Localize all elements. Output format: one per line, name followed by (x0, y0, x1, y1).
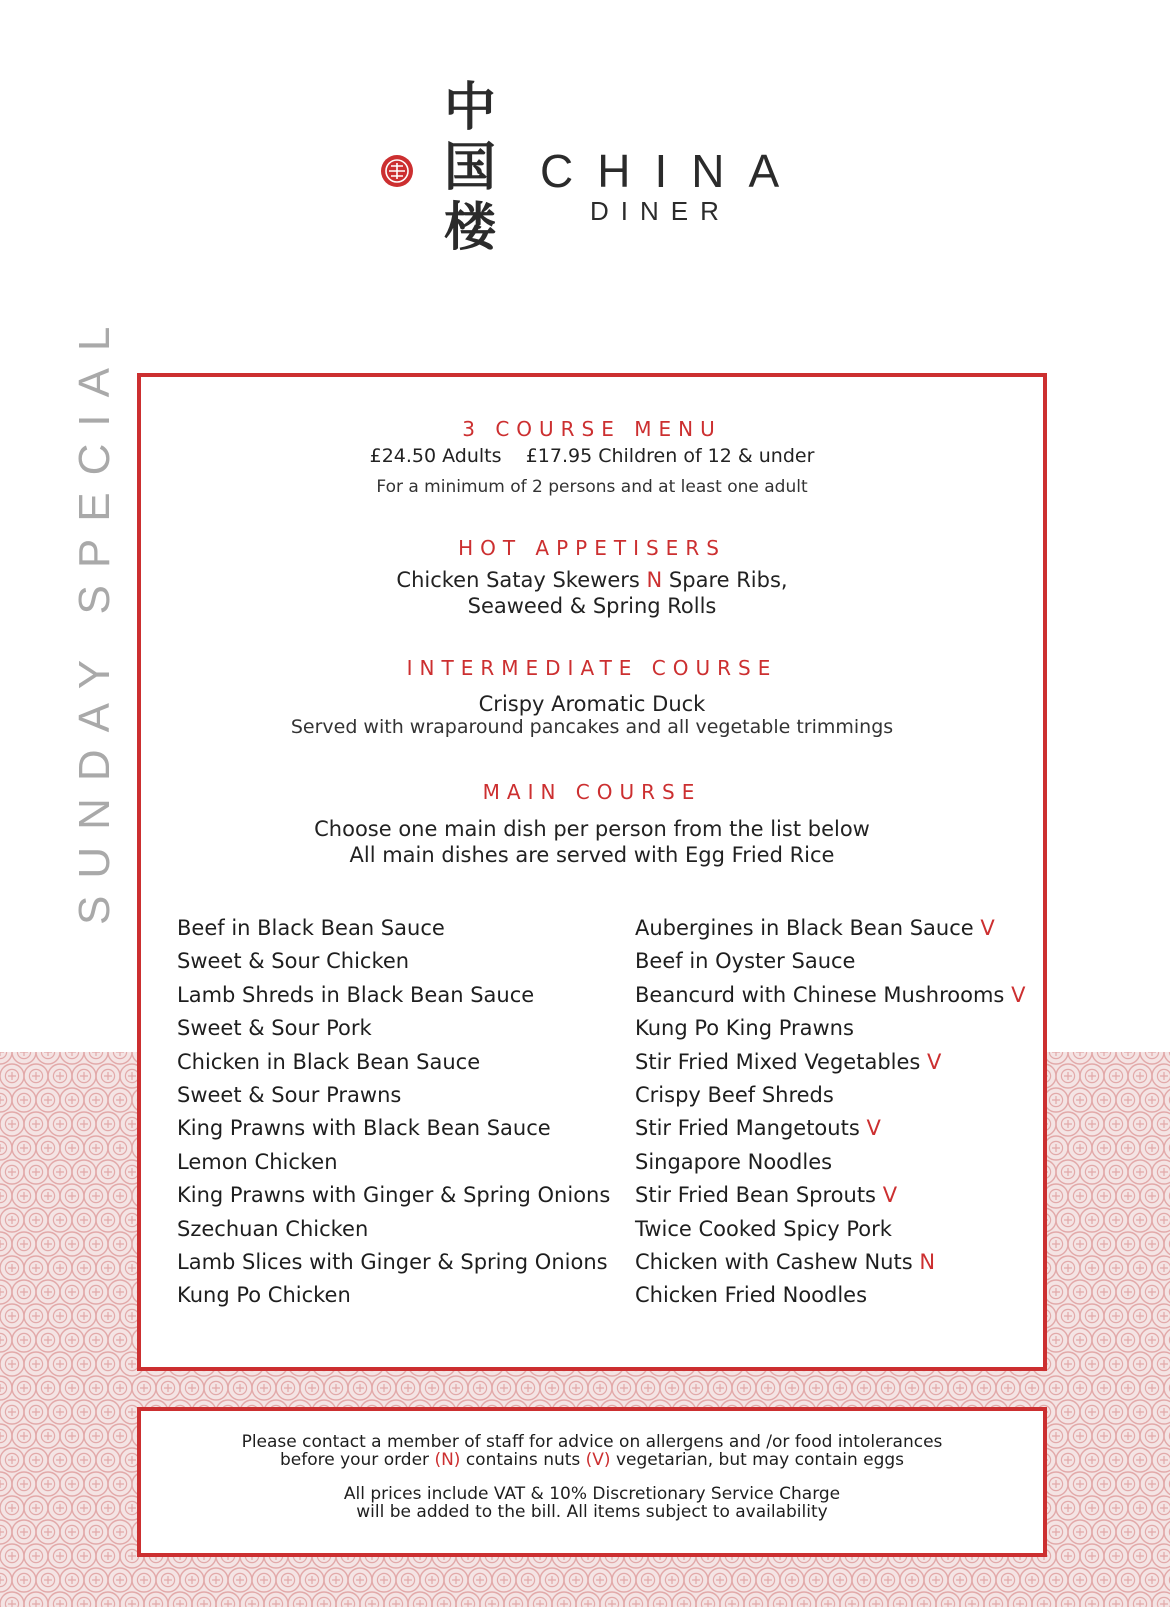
dish-left-10: Szechuan Chicken (177, 1216, 369, 1241)
dish-right-11 (635, 1246, 1075, 1279)
nuts-tag: N (646, 568, 663, 592)
allergen-footer-box (137, 1407, 1047, 1557)
dish-name: Chicken with Cashew Nuts (635, 1250, 913, 1275)
menu-box (137, 373, 1047, 1371)
restaurant-logo (0, 70, 1170, 270)
side-label-sunday-special: SUNDAY SPECIAL (70, 309, 119, 925)
appetiser-satay: Chicken Satay Skewers (396, 568, 640, 592)
dish-right-5 (635, 1046, 1075, 1079)
vegetarian-tag: V (927, 1049, 942, 1074)
prices-line1: All prices include VAT & 10% Discretionary Service Charge (343, 1484, 841, 1504)
nuts-tag: N (919, 1250, 936, 1275)
dish-right-4 (635, 1012, 1075, 1045)
dish-left-11: Lamb Slices with Ginger & Spring Onions (177, 1250, 608, 1275)
dish-left-12: Kung Po Chicken (177, 1283, 351, 1308)
hot-appetisers-line2: Seaweed & Spring Rolls (467, 594, 717, 618)
dish-left-6: Sweet & Sour Prawns (177, 1083, 402, 1108)
logo-hanzi-3: 楼 (443, 197, 496, 258)
dish-right-10 (635, 1213, 1075, 1246)
appetiser-ribs: Spare Ribs, (668, 568, 788, 592)
dish-left-8: Lemon Chicken (177, 1149, 338, 1174)
logo-hanzi-1: 中 (443, 77, 496, 138)
main-course-line2: All main dishes are served with Egg Fried Rice (349, 843, 835, 867)
dish-left-3: Lamb Shreds in Black Bean Sauce (177, 982, 535, 1007)
vegetarian-tag: V (866, 1116, 881, 1141)
intermediate-note: Served with wraparound pancakes and all vegetable trimmings (290, 716, 894, 738)
hot-appetisers-line1 (141, 567, 1043, 593)
price-children: £17.95 Children of 12 & under (525, 445, 815, 467)
dish-name: Crispy Beef Shreds (635, 1083, 834, 1108)
dish-name: Kung Po King Prawns (635, 1016, 854, 1041)
price-adults: £24.50 Adults (369, 445, 502, 467)
allergen-line2-a: before your order (279, 1450, 430, 1470)
vegetarian-tag: V (1011, 982, 1026, 1007)
dish-left-4: Sweet & Sour Pork (177, 1016, 372, 1041)
dish-right-1 (635, 912, 1075, 945)
logo-chinese-characters (440, 78, 500, 268)
allergen-line1: Please contact a member of staff for advice on allergens and /or food intolerances (241, 1432, 943, 1452)
minimum-note: For a minimum of 2 persons and at least one adult (376, 477, 808, 497)
dish-right-9 (635, 1179, 1075, 1212)
dish-name: Twice Cooked Spicy Pork (635, 1216, 892, 1241)
dish-name: Singapore Noodles (635, 1149, 833, 1174)
main-dishes-left-column (177, 912, 617, 1313)
dish-left-2: Sweet & Sour Chicken (177, 949, 410, 974)
allergen-line2-c: vegetarian, but may contain eggs (615, 1450, 905, 1470)
dish-name: Stir Fried Mangetouts (635, 1116, 860, 1141)
dish-name: Stir Fried Bean Sprouts (635, 1183, 876, 1208)
allergen-line2 (141, 1451, 1043, 1469)
dish-left-1: Beef in Black Bean Sauce (177, 916, 445, 940)
seal-icon (380, 154, 414, 188)
vegetarian-tag: V (980, 916, 995, 940)
nuts-key: (N) (434, 1450, 461, 1470)
dish-right-2 (635, 945, 1075, 978)
vegetarian-tag: V (882, 1183, 898, 1208)
dish-left-7: King Prawns with Black Bean Sauce (177, 1116, 551, 1141)
hot-appetisers-heading: HOT APPETISERS (458, 536, 726, 560)
dish-name: Stir Fried Mixed Vegetables (635, 1049, 921, 1074)
dish-right-3 (635, 979, 1075, 1012)
intermediate-heading: INTERMEDIATE COURSE (406, 656, 778, 680)
logo-hanzi-2: 国 (443, 137, 496, 198)
price-line (141, 445, 1043, 467)
intermediate-dish: Crispy Aromatic Duck (478, 692, 706, 716)
vegetarian-key: (V) (585, 1450, 611, 1470)
allergen-line2-b: contains nuts (465, 1450, 581, 1470)
main-course-heading: MAIN COURSE (482, 780, 702, 804)
logo-name-diner: DINER (590, 196, 731, 226)
dish-name: Beef in Oyster Sauce (635, 949, 856, 974)
main-course-line1: Choose one main dish per person from the list below (314, 817, 870, 841)
logo-name-china: CHINA (540, 145, 804, 197)
menu-title: 3 COURSE MENU (462, 417, 722, 441)
dish-name: Beancurd with Chinese Mushrooms (635, 982, 1005, 1007)
dish-name: Chicken Fried Noodles (635, 1283, 868, 1308)
dish-left-9: King Prawns with Ginger & Spring Onions (177, 1183, 611, 1208)
prices-line2: will be added to the bill. All items subject to availability (356, 1502, 828, 1522)
dish-right-7 (635, 1112, 1075, 1145)
dish-right-12 (635, 1279, 1075, 1312)
dish-right-8 (635, 1146, 1075, 1179)
main-dishes-right-column (635, 912, 1075, 1313)
dish-left-5: Chicken in Black Bean Sauce (177, 1049, 481, 1074)
dish-right-6 (635, 1079, 1075, 1112)
dish-name: Aubergines in Black Bean Sauce (635, 916, 974, 940)
